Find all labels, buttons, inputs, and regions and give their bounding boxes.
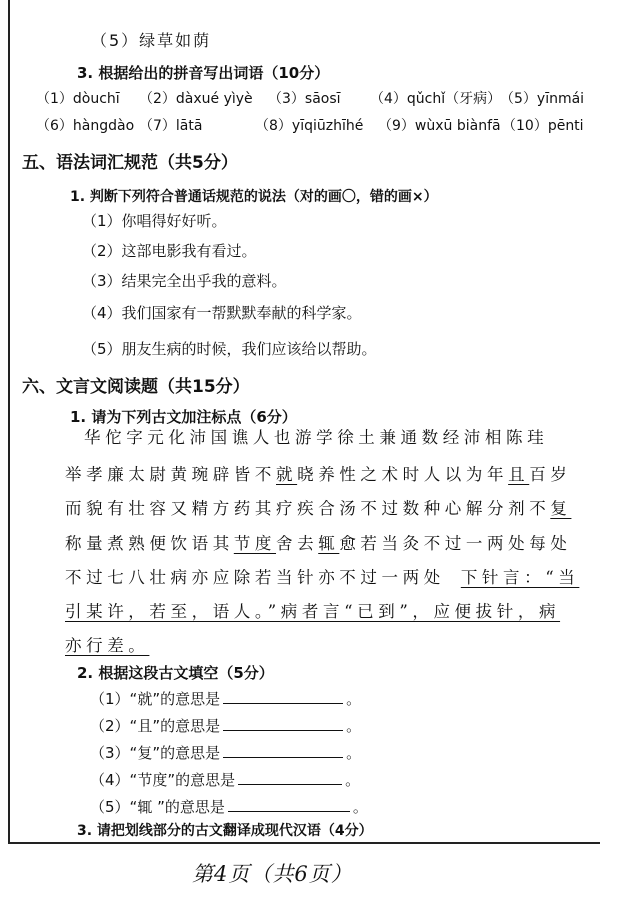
pinyin-item: （5）yīnmái [500, 91, 585, 107]
answer-blank[interactable] [238, 770, 342, 785]
judge-item: （5）朋友生病的时候，我们应该给以帮助。 [82, 340, 377, 358]
left-margin-line [8, 0, 10, 842]
passage-line-7 [65, 629, 570, 663]
sec6-q2: 2. 根据这段古文填空（5分） [77, 664, 274, 682]
judge-item: （4）我们国家有一帮默默奉献的科学家。 [82, 304, 362, 322]
pinyin-item: （7）lātā [139, 118, 203, 134]
pinyin-item: （4）qǔchǐ（牙病） [370, 91, 502, 107]
passage-text: 百岁 [529, 465, 572, 484]
passage-line-3 [65, 492, 570, 526]
underlined-translation-text: 亦行差。 [65, 636, 150, 656]
underlined-word-fu: 复 [550, 499, 572, 519]
judge-item: （3）结果完全出乎我的意料。 [82, 272, 287, 290]
answer-blank[interactable] [223, 743, 343, 758]
sec5-q1: 1. 判断下列符合普通话规范的说法（对的画〇，错的画×） [70, 189, 438, 205]
pinyin-item: （10）pēnti [502, 118, 584, 134]
fill-end: 。 [352, 798, 368, 816]
passage-text: 而貌有壮容又精方药其疗疾合汤不过数种心解分剂不 [65, 499, 551, 519]
answer-blank[interactable] [223, 716, 343, 731]
fill-label: （5）“辄 ”的意思是 [90, 798, 225, 816]
answer-blank[interactable] [223, 689, 343, 704]
bottom-border-line [8, 842, 600, 844]
passage-line-4 [65, 527, 570, 561]
underlined-word-jiu: 就 [276, 465, 298, 484]
passage-text: 举孝廉太尉黄琬辟皆不 [65, 465, 276, 484]
passage-line-2 [65, 458, 570, 492]
q3-title: 3. 根据给出的拼音写出词语（10分） [77, 64, 330, 82]
passage-line-5 [65, 561, 580, 595]
fill-blank-row [90, 688, 361, 709]
fill-label: （2）“且”的意思是 [90, 717, 221, 735]
underlined-word-zhe: 辄 [318, 533, 340, 553]
passage-text: 舍去 [276, 533, 319, 553]
judge-item: （1）你唱得好好听。 [82, 212, 227, 230]
answer-blank[interactable] [228, 797, 350, 812]
fill-blank-row [90, 769, 360, 790]
passage-text: 愈若当灸不过一两处每处 [339, 533, 572, 553]
underlined-word-jiedu: 节度 [233, 533, 277, 553]
pinyin-item: （9）wùxū biànfā [378, 118, 501, 134]
fill-blank-row [90, 742, 361, 763]
fill-end: 。 [346, 717, 362, 735]
passage-text: 晓养性之术时人以为年 [297, 465, 509, 484]
section-6-title: 六、文言文阅读题（共15分） [22, 377, 250, 397]
underlined-translation-text: 下针言：“当 [460, 567, 580, 587]
fill-blank-row [90, 796, 368, 817]
fill-end: 。 [345, 771, 361, 789]
pinyin-item: （1）dòuchī [36, 91, 120, 107]
fill-label: （1）“就”的意思是 [90, 690, 221, 708]
pinyin-item: （6）hàngdào [36, 118, 135, 134]
fill-label: （3）“复”的意思是 [90, 744, 221, 762]
fill-blank-row [90, 715, 361, 736]
page-number-handwritten: 第4页（共6页） [192, 862, 353, 886]
prev-item-5: （5）绿草如荫 [91, 31, 212, 50]
classical-passage [65, 458, 589, 664]
passage-text: 称量煮熟便饮语其 [65, 533, 234, 553]
passage-text: 不过七八壮病亦应除若当针亦不过一两处 [65, 567, 445, 587]
section-5-title: 五、语法词汇规范（共5分） [22, 153, 238, 173]
judge-item: （2）这部电影我有看过。 [82, 242, 257, 260]
underlined-translation-text: 引某许，若至，语人。”病者言“已到”，应便拔针，病 [65, 602, 561, 622]
pinyin-item: （3）sāosī [268, 91, 341, 107]
fill-end: 。 [346, 744, 362, 762]
underlined-word-qie: 且 [508, 465, 530, 484]
passage-line-6 [65, 595, 570, 629]
sec6-q3: 3. 请把划线部分的古文翻译成现代汉语（4分） [77, 823, 373, 839]
fill-end: 。 [346, 690, 362, 708]
sec6-q1: 1. 请为下列古文加注标点（6分） [70, 408, 297, 426]
fill-label: （4）“节度”的意思是 [90, 771, 236, 789]
passage-line-1: 华佗字元化沛国谯人也游学徐土兼通数经沛相陈珪 [84, 428, 549, 447]
pinyin-item: （2）dàxué yìyè [139, 91, 253, 107]
pinyin-item: （8）yīqiūzhīhé [255, 118, 364, 134]
